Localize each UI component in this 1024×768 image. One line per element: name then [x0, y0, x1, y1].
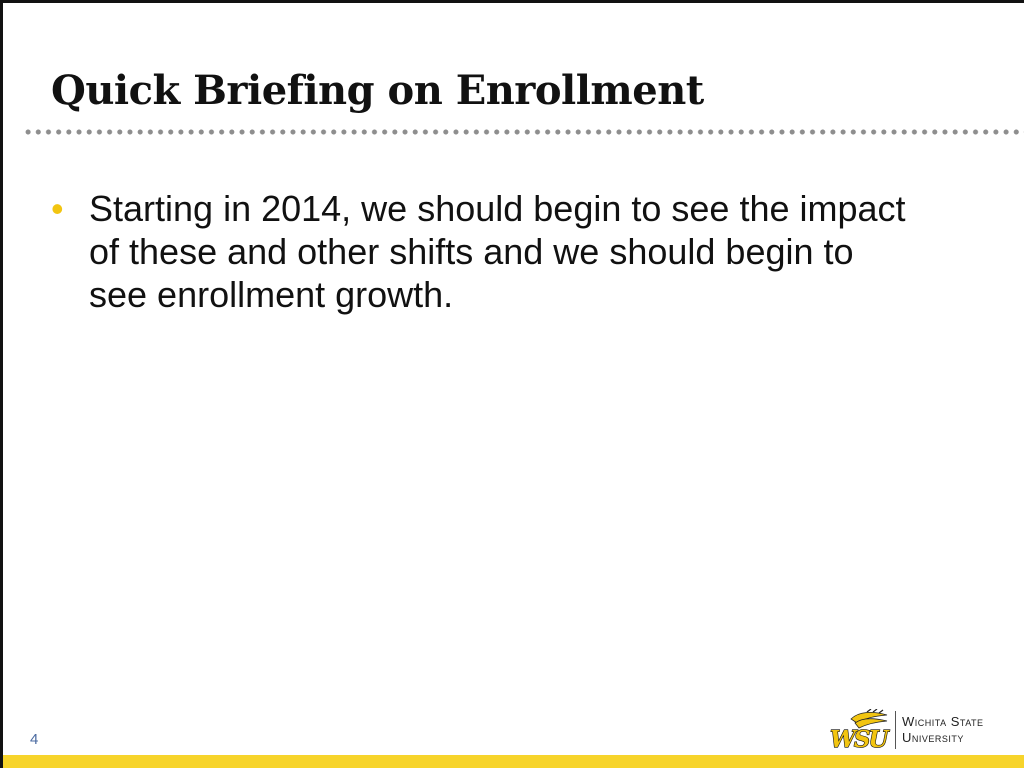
- logo-divider: [895, 711, 896, 749]
- logo-line-2: University: [902, 730, 964, 745]
- logo-mark-text: WSU: [830, 726, 887, 753]
- bullet-list: [47, 187, 947, 316]
- logo-line-1: Wichita State: [902, 714, 984, 729]
- bottom-accent-bar: [3, 755, 1024, 768]
- page-number: 4: [30, 731, 39, 748]
- logo-wordmark: [902, 714, 984, 746]
- dotted-divider: [23, 128, 1024, 136]
- bullet-text: Starting in 2014, we should begin to see the impact of these and other shifts and we should begin to see enrollment growth.: [89, 188, 906, 315]
- wsu-logo: [829, 709, 989, 753]
- wheat-shocker-logo-icon: [829, 709, 891, 753]
- slide-title: Quick Briefing on Enrollment: [51, 67, 704, 114]
- bullet-item: [47, 187, 947, 316]
- bullet-dot-icon: •: [51, 188, 64, 229]
